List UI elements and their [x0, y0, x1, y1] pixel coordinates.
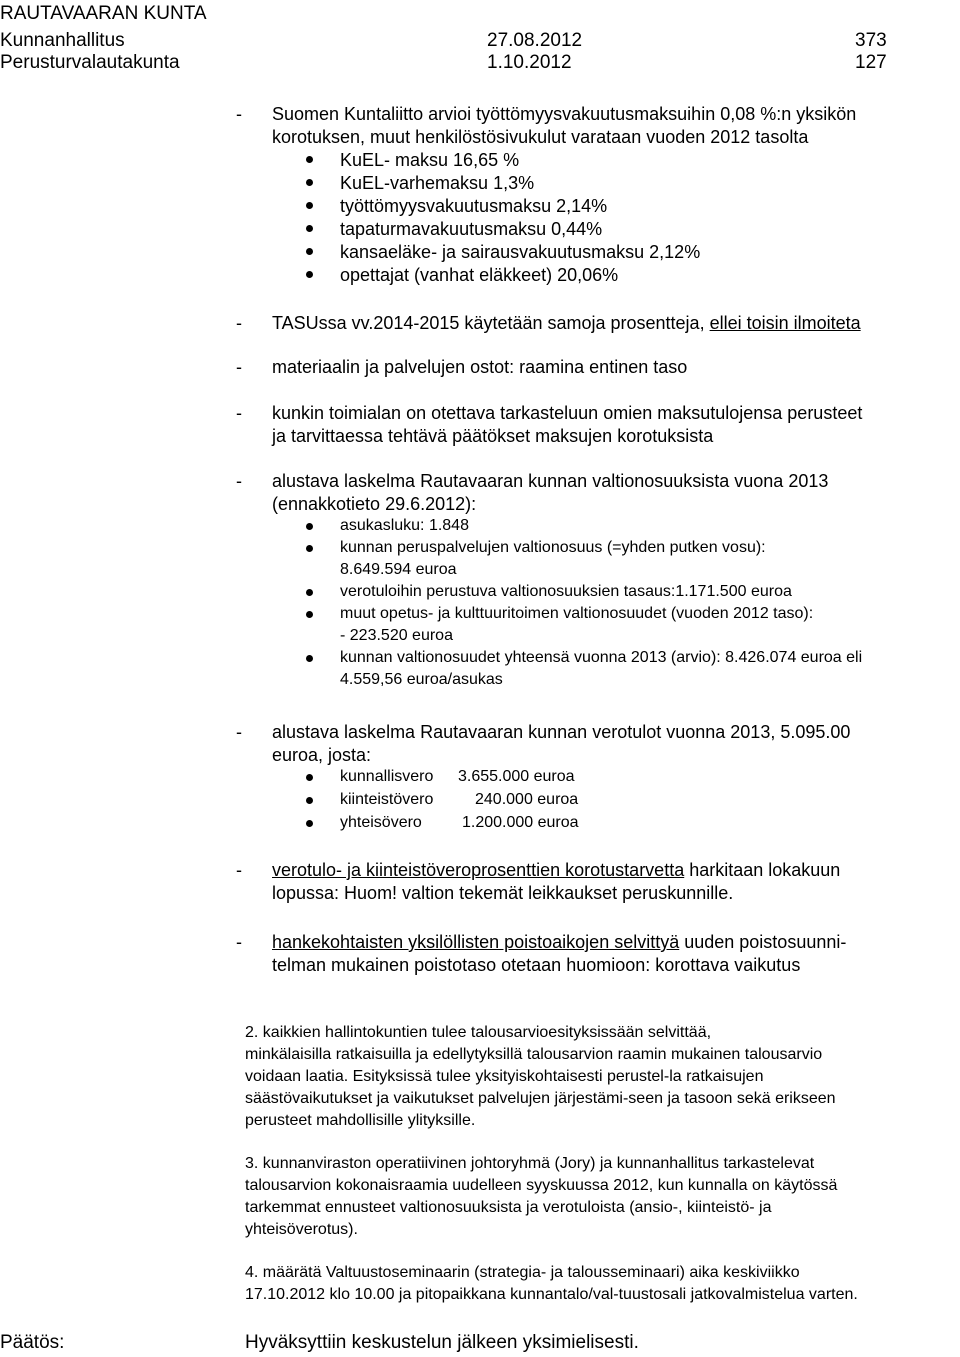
board-name-2: Perusturvalautakunta — [0, 52, 180, 73]
tax-revenue-line-2: euroa, josta: — [272, 745, 372, 765]
bullet-icon — [306, 271, 313, 278]
depreciation-underlined: hankekohtaisten yksilöllisten poistoaikojen selvittyä — [272, 932, 680, 952]
tax-label: yhteisövero — [340, 814, 422, 831]
dash-marker: - — [236, 104, 242, 124]
tax-value: 1.200.000 euroa — [462, 814, 579, 831]
bullet-icon — [306, 797, 313, 804]
meeting-date-2: 1.10.2012 — [487, 52, 572, 73]
tas-underlined-text: ellei toisin ilmoiteta — [709, 313, 861, 333]
rate-item: KuEL- maksu 16,65 % — [340, 150, 520, 170]
state-aid-item: asukasluku: 1.848 — [340, 517, 469, 534]
dash-marker: - — [236, 860, 242, 880]
section-number-1: 373 — [855, 30, 887, 51]
kuntaliitto-line-1: Suomen Kuntaliitto arvioi työttömyysvakuutusmaksuihin 0,08 %:n yksikön — [272, 104, 857, 124]
section-number-2: 127 — [855, 52, 887, 73]
bullet-icon — [306, 202, 313, 209]
tas-text: TASUssa vv.2014-2015 käytetään samoja prosentteja, — [272, 313, 710, 333]
decision-label: Päätös: — [0, 1332, 65, 1353]
state-aid-item: kunnan valtionosuudet yhteensä vuonna 2013 (arvio): 8.426.074 euroa eli — [340, 649, 863, 666]
tax-label: kiinteistövero — [340, 791, 434, 808]
paragraph-3-line: tarkemmat ennusteet valtionosuuksista ja verotuloista (ansio-, kiinteistö- ja — [245, 1199, 772, 1216]
dash-marker: - — [236, 471, 242, 491]
bullet-icon — [306, 774, 313, 781]
dash-marker: - — [236, 403, 242, 423]
state-aid-line-2: (ennakkotieto 29.6.2012): — [272, 494, 477, 514]
depreciation-rest: uuden poistosuunni- — [679, 932, 847, 952]
bullet-icon — [306, 611, 313, 618]
state-aid-item-cont: - 223.520 euroa — [340, 627, 453, 644]
dash-marker: - — [236, 932, 242, 952]
bullet-icon — [306, 545, 313, 552]
paragraph-2-line: säästövaikutukset ja vaikutukset palvelujen järjestämi-seen ja tasoon sekä erikseen — [245, 1090, 836, 1107]
bullet-icon — [306, 248, 313, 255]
bullet-icon — [306, 820, 313, 827]
paragraph-2-line: 2. kaikkien hallintokuntien tulee talousarvioesityksissään selvittää, — [245, 1024, 712, 1041]
tax-label: kunnallisvero — [340, 768, 434, 785]
tas-line — [272, 312, 861, 334]
bullet-icon — [306, 225, 313, 232]
paragraph-2-line: minkälaisilla ratkaisuilla ja edellytyksillä talousarvion raamin mukainen talousarvio — [245, 1046, 823, 1063]
depreciation-line-2: telman mukainen poistotaso otetaan huomioon: korottava vaikutus — [272, 955, 801, 975]
fees-line-2: ja tarvittaessa tehtävä päätökset maksujen korotuksista — [272, 426, 714, 446]
rate-item: työttömyysvakuutusmaksu 2,14% — [340, 196, 608, 216]
paragraph-2-line: voidaan laatia. Esityksissä tulee yksityiskohtaisesti perustel-la ratkaisujen — [245, 1068, 764, 1085]
state-aid-item-cont: 4.559,56 euroa/asukas — [340, 671, 503, 688]
paragraph-3-line: 3. kunnanviraston operatiivinen johtoryhmä (Jory) ja kunnanhallitus tarkastelevat — [245, 1155, 815, 1172]
paragraph-2-line: perusteet mahdollisille ylityksille. — [245, 1112, 476, 1129]
bullet-icon — [306, 655, 313, 662]
rate-item: KuEL-varhemaksu 1,3% — [340, 173, 535, 193]
meeting-date-1: 27.08.2012 — [487, 30, 583, 51]
bullet-icon — [306, 589, 313, 596]
dash-marker: - — [236, 313, 242, 333]
depreciation-line-1 — [272, 931, 846, 953]
rate-item: tapaturmavakuutusmaksu 0,44% — [340, 219, 603, 239]
paragraph-4-line: 17.10.2012 klo 10.00 ja pitopaikkana kunnantalo/val-tuustosali jatkovalmistelua varten. — [245, 1286, 858, 1303]
materials-line: materiaalin ja palvelujen ostot: raamina entinen taso — [272, 357, 688, 377]
paragraph-3-line: yhteisöverotus). — [245, 1221, 358, 1238]
state-aid-line-1: alustava laskelma Rautavaaran kunnan valtionosuuksista vuona 2013 — [272, 471, 829, 491]
state-aid-item: kunnan peruspalvelujen valtionosuus (=yhden putken vosu): — [340, 539, 766, 556]
kuntaliitto-line-2: korotuksen, muut henkilöstösivukulut varataan vuoden 2012 tasolta — [272, 127, 809, 147]
organization-name: RAUTAVAARAN KUNTA — [0, 3, 207, 24]
state-aid-item-cont: 8.649.594 euroa — [340, 561, 457, 578]
state-aid-item: verotuloihin perustuva valtionosuuksien tasaus:1.171.500 euroa — [340, 583, 792, 600]
dash-marker: - — [236, 357, 242, 377]
tax-revenue-line-1: alustava laskelma Rautavaaran kunnan verotulot vuonna 2013, 5.095.00 — [272, 722, 851, 742]
state-aid-item: muut opetus- ja kulttuuritoimen valtionosuudet (vuoden 2012 taso): — [340, 605, 814, 622]
bullet-icon — [306, 179, 313, 186]
board-name-1: Kunnanhallitus — [0, 30, 125, 51]
bullet-icon — [306, 156, 313, 163]
tax-rate-rest: harkitaan lokakuun — [684, 860, 841, 880]
tax-value: 3.655.000 euroa — [458, 768, 575, 785]
dash-marker: - — [236, 722, 242, 742]
fees-line-1: kunkin toimialan on otettava tarkasteluun omien maksutulojensa perusteet — [272, 403, 863, 423]
paragraph-4-line: 4. määrätä Valtuustoseminaarin (strategia- ja talousseminaari) aika keskiviikko — [245, 1264, 800, 1281]
paragraph-3-line: talousarvion kokonaisraamia uudelleen syyskuussa 2012, kun kunnalla on käytössä — [245, 1177, 838, 1194]
rate-item: kansaeläke- ja sairausvakuutusmaksu 2,12% — [340, 242, 701, 262]
rate-item: opettajat (vanhat eläkkeet) 20,06% — [340, 265, 619, 285]
tax-rate-underlined: verotulo- ja kiinteistöveroprosenttien korotustarvetta — [272, 860, 685, 880]
tax-value: 240.000 euroa — [475, 791, 579, 808]
bullet-icon — [306, 523, 313, 530]
decision-text: Hyväksyttiin keskustelun jälkeen yksimielisesti. — [245, 1332, 639, 1353]
tax-rate-line-1 — [272, 859, 840, 881]
tax-rate-line-2: lopussa: Huom! valtion tekemät leikkaukset peruskunnille. — [272, 883, 734, 903]
